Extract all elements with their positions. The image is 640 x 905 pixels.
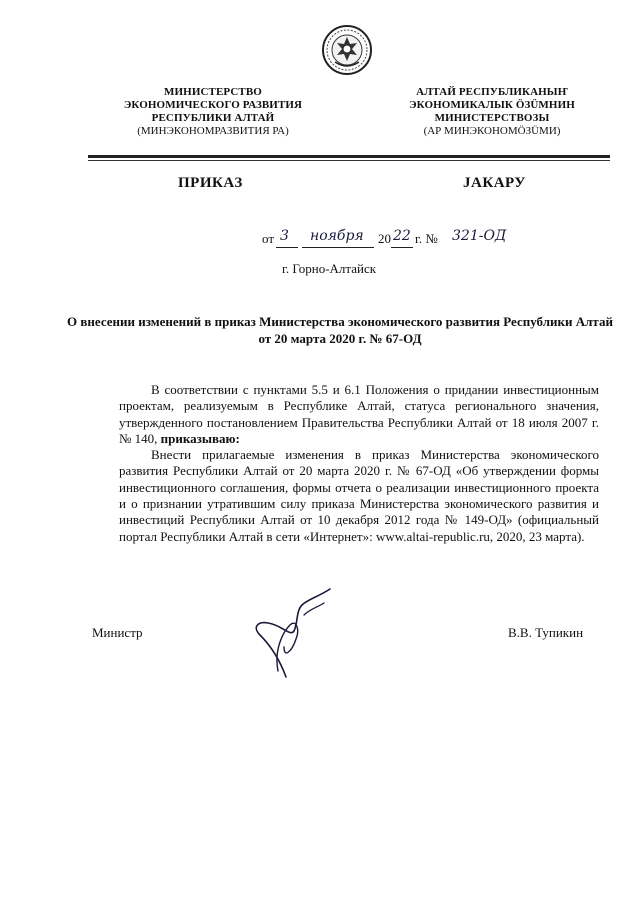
header-left-line-4: (МИНЭКОНОМРАЗВИТИЯ РА): [137, 125, 289, 137]
header-left-line-1: МИНИСТЕРСТВО: [164, 86, 262, 98]
date-day: 3: [280, 228, 289, 244]
date-year-suffix: 22: [393, 228, 411, 244]
header-left-line-2: ЭКОНОМИЧЕСКОГО РАЗВИТИЯ: [123, 99, 303, 111]
coat-of-arms-icon: [321, 24, 373, 76]
header-right-line-1: АЛТАЙ РЕСПУБЛИКАНЫҤ: [416, 86, 568, 98]
paragraph-1-text: В соответствии с пунктами 5.5 и 6.1 Положения о придании инвестиционным проектам, реализуемым в Республике Алтай, статуса регионального значения, утвержденного постановлением Правительства Республики Алтай от 18 июля 2007 г. № 140,: [119, 382, 599, 446]
ministry-header-altai: [386, 86, 598, 138]
handwritten-signature-icon: [238, 585, 342, 685]
signatory-name: В.В. Тупикин: [508, 625, 584, 640]
order-number: 321-ОД: [452, 228, 507, 244]
paragraph-2: Внести прилагаемые изменения в приказ Министерства экономического развития Республики Алтай от 20 марта 2020 г. № 67-ОД «Об утверждении формы инвестиционного соглашения, формы отчета о реализации инвестиционного проекта и о признании утратившим силу приказа Министерства экономического развития и инвестиций Республики Алтай от 10 декабря 2012 года № 149-ОД» (официальный портал Республики Алтай в сети «Интернет»: www.altai-republic.ru, 2020, 23 марта).: [119, 447, 599, 544]
date-prefix: от: [262, 231, 275, 246]
year-underline: [391, 247, 413, 248]
header-divider-thick: [88, 155, 610, 158]
date-and-number-line: [262, 228, 542, 251]
header-right-line-4: (АР МИНЭКОНОМÖЗÜМИ): [423, 125, 561, 137]
paragraph-1: [119, 382, 599, 447]
city-name: г. Горно-Алтайск: [282, 261, 377, 276]
header-right-line-3: МИНИСТЕРСТВОЗЫ: [434, 112, 550, 124]
date-month: ноября: [310, 228, 364, 244]
signatory-title: Министр: [92, 625, 143, 640]
date-year-mark: г. №: [415, 231, 438, 246]
ministry-header-russian: [118, 86, 308, 138]
doc-type-russian: ПРИКАЗ: [178, 175, 243, 191]
day-underline: [276, 247, 298, 248]
document-title: О внесении изменений в приказ Министерства экономического развития Республики Алтай от 20 марта 2020 г. № 67-ОД: [67, 314, 613, 346]
document-body: [119, 382, 599, 545]
header-left-line-3: РЕСПУБЛИКИ АЛТАЙ: [151, 112, 275, 124]
date-year-prefix: 20: [378, 231, 391, 246]
month-underline: [302, 247, 374, 248]
doc-type-altai: ЈАКАРУ: [463, 175, 526, 191]
header-divider-thin: [88, 160, 610, 161]
header-right-line-2: ЭКОНОМИКАЛЫК ÖЗÜМНИН: [409, 99, 575, 111]
paragraph-1-bold: приказываю:: [160, 430, 240, 446]
